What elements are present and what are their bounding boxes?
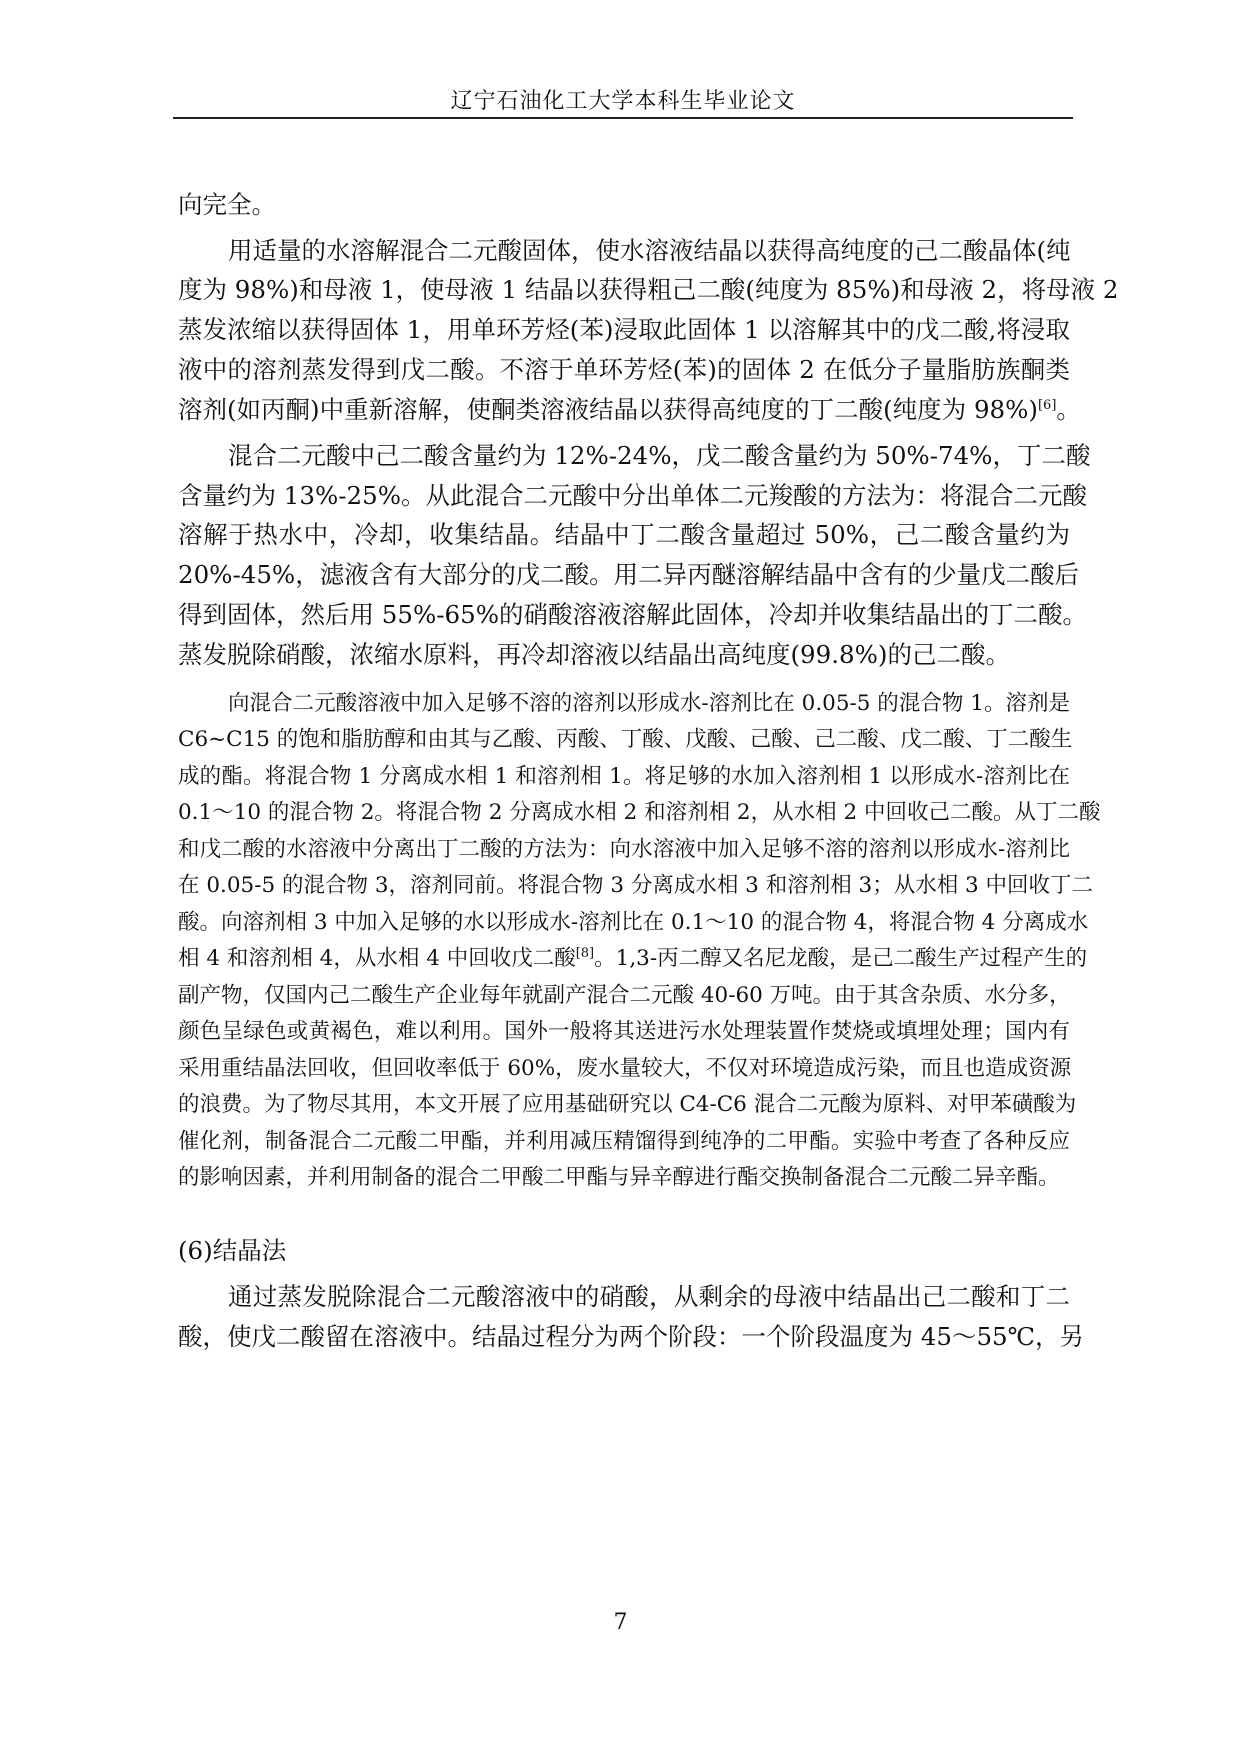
text-line bbox=[178, 941, 1088, 972]
text-line: 向混合二元酸溶液中加入足够不溶的溶剂以形成水-溶剂比在 0.05-5 的混合物 1。溶剂是 bbox=[228, 691, 1070, 716]
text-line: 采用重结晶法回收，但回收率低于 60%，废水量较大，不仅对环境造成污染，而且也造成资源 bbox=[178, 1056, 1072, 1081]
text-span: 相 4 和溶剂相 4，从水相 4 中回收戊二酸 bbox=[178, 946, 576, 971]
text-line bbox=[178, 391, 1081, 426]
header-rule bbox=[173, 117, 1073, 119]
text-line: 20%-45%，滤液含有大部分的戊二酸。用二异丙醚溶解结晶中含有的少量戊二酸后 bbox=[178, 560, 1080, 589]
text-line: 的影响因素，并利用制备的混合二甲酸二甲酯与异辛醇进行酯交换制备混合二元酸二异辛酯。 bbox=[178, 1165, 1060, 1190]
text-line: 酸，使戊二酸留在溶液中。结晶过程分为两个阶段：一个阶段温度为 45～55℃，另 bbox=[178, 1322, 1085, 1351]
text-line: 混合二元酸中己二酸含量约为 12%-24%，戊二酸含量约为 50%-74%，丁二酸 bbox=[228, 441, 1091, 470]
text-line: 酸。向溶剂相 3 中加入足够的水以形成水-溶剂比在 0.1～10 的混合物 4，将混合物 4 分离成水 bbox=[178, 910, 1089, 935]
text-line: 含量约为 13%-25%。从此混合二元酸中分出单体二元羧酸的方法为：将混合二元酸 bbox=[178, 481, 1087, 510]
page-number: 7 bbox=[613, 1610, 628, 1635]
text-line: 在 0.05-5 的混合物 3，溶剂同前。将混合物 3 分离成水相 3 和溶剂相 3；从水相 3 中回收丁二 bbox=[178, 873, 1094, 898]
text-line: 的浪费。为了物尽其用，本文开展了应用基础研究以 C4-C6 混合二元酸为原料、对甲苯磺酸为 bbox=[178, 1092, 1077, 1117]
text-span: 。1,3-丙二醇又名尼龙酸，是己二酸生产过程产生的 bbox=[594, 946, 1088, 971]
citation-ref: [8] bbox=[575, 945, 595, 961]
text-line: 催化剂，制备混合二元酸二甲酯，并利用减压精馏得到纯净的二甲酯。实验中考查了各种反应 bbox=[178, 1129, 1070, 1154]
citation-ref: [6] bbox=[1037, 397, 1057, 413]
text-line: 度为 98%)和母液 1，使母液 1 结晶以获得粗己二酸(纯度为 85%)和母液 2，将母液 2 bbox=[178, 275, 1119, 304]
text-line: 颜色呈绿色或黄褐色，难以利用。国外一般将其送进污水处理装置作焚烧或填埋处理；国内有 bbox=[178, 1019, 1070, 1044]
page-header: 辽宁石油化工大学本科生毕业论文 bbox=[450, 89, 796, 114]
text-line: 液中的溶剂蒸发得到戊二酸。不溶于单环芳烃(苯)的固体 2 在低分子量脂肪族酮类 bbox=[178, 355, 1070, 384]
text-line: 向完全。 bbox=[178, 190, 276, 219]
text-line: 0.1～10 的混合物 2。将混合物 2 分离成水相 2 和溶剂相 2，从水相 2 中回收己二酸。从丁二酸 bbox=[178, 800, 1101, 825]
text-line: 蒸发脱除硝酸，浓缩水原料，再冷却溶液以结晶出高纯度(99.8%)的己二酸。 bbox=[178, 640, 1010, 669]
section-heading: (6)结晶法 bbox=[178, 1236, 287, 1265]
text-span: 。 bbox=[1056, 395, 1081, 424]
text-line: 通过蒸发脱除混合二元酸溶液中的硝酸，从剩余的母液中结晶出己二酸和丁二 bbox=[228, 1282, 1070, 1311]
text-line: 溶解于热水中，冷却，收集结晶。结晶中丁二酸含量超过 50%，己二酸含量约为 bbox=[178, 520, 1070, 549]
text-line: C6~C15 的饱和脂肪醇和由其与乙酸、丙酸、丁酸、戊酸、己酸、己二酸、戊二酸、丁二酸生 bbox=[178, 727, 1073, 752]
text-span: 溶剂(如丙酮)中重新溶解，使酮类溶液结晶以获得高纯度的丁二酸(纯度为 98%) bbox=[178, 395, 1038, 424]
text-line: 用适量的水溶解混合二元酸固体，使水溶液结晶以获得高纯度的己二酸晶体(纯 bbox=[228, 236, 1071, 265]
text-line: 副产物，仅国内己二酸生产企业每年就副产混合二元酸 40-60 万吨。由于其含杂质、水分多， bbox=[178, 983, 1071, 1008]
text-line: 成的酯。将混合物 1 分离成水相 1 和溶剂相 1。将足够的水加入溶剂相 1 以形成水-溶剂比在 bbox=[178, 764, 1070, 789]
text-line: 蒸发浓缩以获得固体 1，用单环芳烃(苯)浸取此固体 1 以溶解其中的戊二酸,将浸取 bbox=[178, 315, 1070, 344]
text-line: 和戊二酸的水溶液中分离出丁二酸的方法为：向水溶液中加入足够不溶的溶剂以形成水-溶剂比 bbox=[178, 837, 1070, 862]
text-line: 得到固体，然后用 55%-65%的硝酸溶液溶解此固体，冷却并收集结晶出的丁二酸。 bbox=[178, 600, 1087, 629]
